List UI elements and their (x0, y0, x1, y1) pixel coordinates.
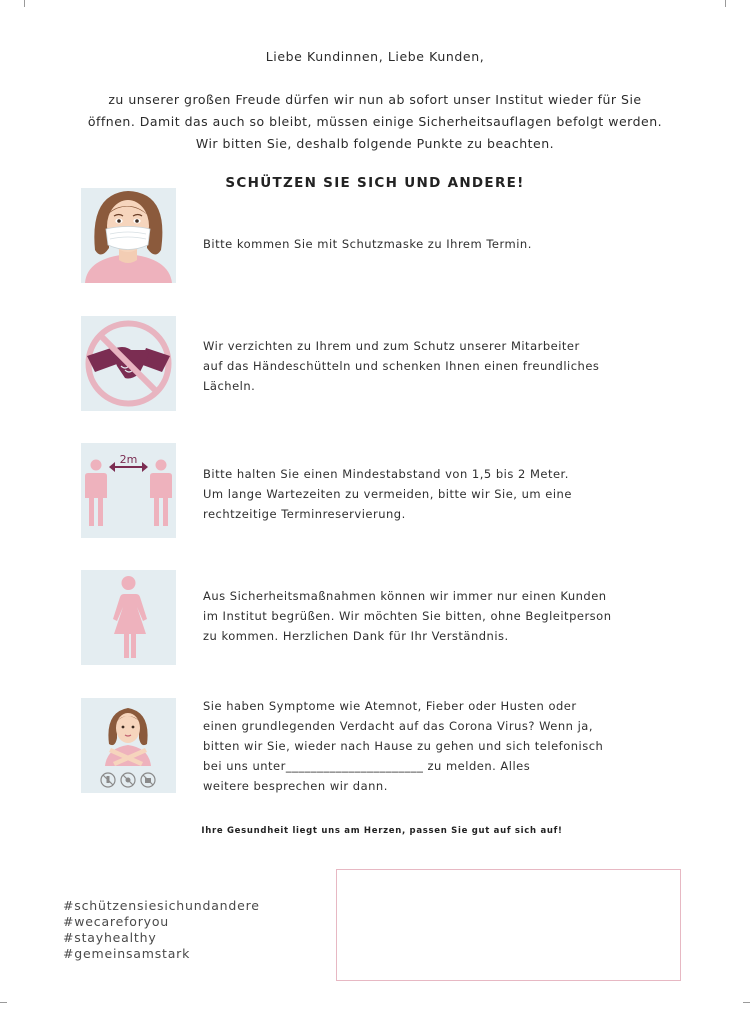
rule-text-mask (203, 234, 633, 254)
closing-message: Ihre Gesundheit liegt uns am Herzen, passen Sie gut auf sich auf! (201, 826, 563, 836)
intro-line: zu unserer großen Freude dürfen wir nun ab sofort unser Institut wieder für Sie (108, 92, 642, 107)
intro-line: Wir bitten Sie, deshalb folgende Punkte zu beachten. (195, 136, 555, 151)
hashtag: #stayhealthy (63, 930, 157, 945)
intro-paragraph (60, 89, 690, 155)
rule-text-distance (203, 464, 633, 524)
intro-line: öffnen. Damit das auch so bleibt, müssen einige Sicherheitsauflagen befolgt werden. (87, 114, 663, 129)
rule-line: weitere besprechen wir dann. (203, 779, 388, 793)
rule-line: auf das Händeschütteln und schenken Ihnen einen freundliches (203, 359, 600, 373)
single-person-icon (81, 570, 176, 665)
stamp-box (336, 869, 681, 981)
rule-line: Bitte halten Sie einen Mindestabstand von 1,5 bis 2 Meter. (203, 467, 569, 481)
rule-line: Sie haben Symptome wie Atemnot, Fieber oder Husten oder (203, 699, 577, 713)
rule-line: rechtzeitige Terminreservierung. (203, 507, 406, 521)
rule-line: im Institut begrüßen. Wir möchten Sie bitten, ohne Begleitperson (203, 609, 612, 623)
hashtag: #wecareforyou (63, 914, 170, 929)
rule-line: Bitte kommen Sie mit Schutzmaske zu Ihrem Termin. (203, 237, 532, 251)
rule-line: Um lange Wartezeiten zu vermeiden, bitte wir Sie, um eine (203, 487, 572, 501)
rule-text-single-person (203, 586, 633, 646)
distance-label: 2m (119, 453, 138, 466)
rule-line: Lächeln. (203, 379, 256, 393)
crop-mark (725, 0, 726, 7)
rule-line: Wir verzichten zu Ihrem und zum Schutz unserer Mitarbeiter (203, 339, 580, 353)
rule-line: einen grundlegenden Verdacht auf das Corona Virus? Wenn ja, (203, 719, 594, 733)
section-heading: SCHÜTZEN SIE SICH UND ANDERE! (225, 175, 525, 191)
rule-line: bitten wir Sie, wieder nach Hause zu gehen und sich telefonisch (203, 739, 604, 753)
hashtag: #schützensiesichundandere (63, 898, 260, 913)
symptoms-stop-icon (81, 698, 176, 793)
crop-mark (0, 1002, 7, 1003)
hashtag: #gemeinsamstark (63, 946, 191, 961)
hashtag-list (63, 898, 260, 962)
rule-line: zu kommen. Herzlichen Dank für Ihr Verständnis. (203, 629, 509, 643)
rule-text-handshake (203, 336, 633, 396)
greeting: Liebe Kundinnen, Liebe Kunden, (265, 49, 485, 64)
distance-icon (81, 443, 176, 538)
crop-mark (743, 1002, 750, 1003)
rule-text-symptoms (203, 696, 633, 796)
rule-line: Aus Sicherheitsmaßnahmen können wir immer nur einen Kunden (203, 589, 607, 603)
rule-line-phone: bei uns unter______________________ zu melden. Alles (203, 759, 531, 773)
no-handshake-icon (81, 316, 176, 411)
face-mask-icon (81, 188, 176, 283)
crop-mark (24, 0, 25, 7)
